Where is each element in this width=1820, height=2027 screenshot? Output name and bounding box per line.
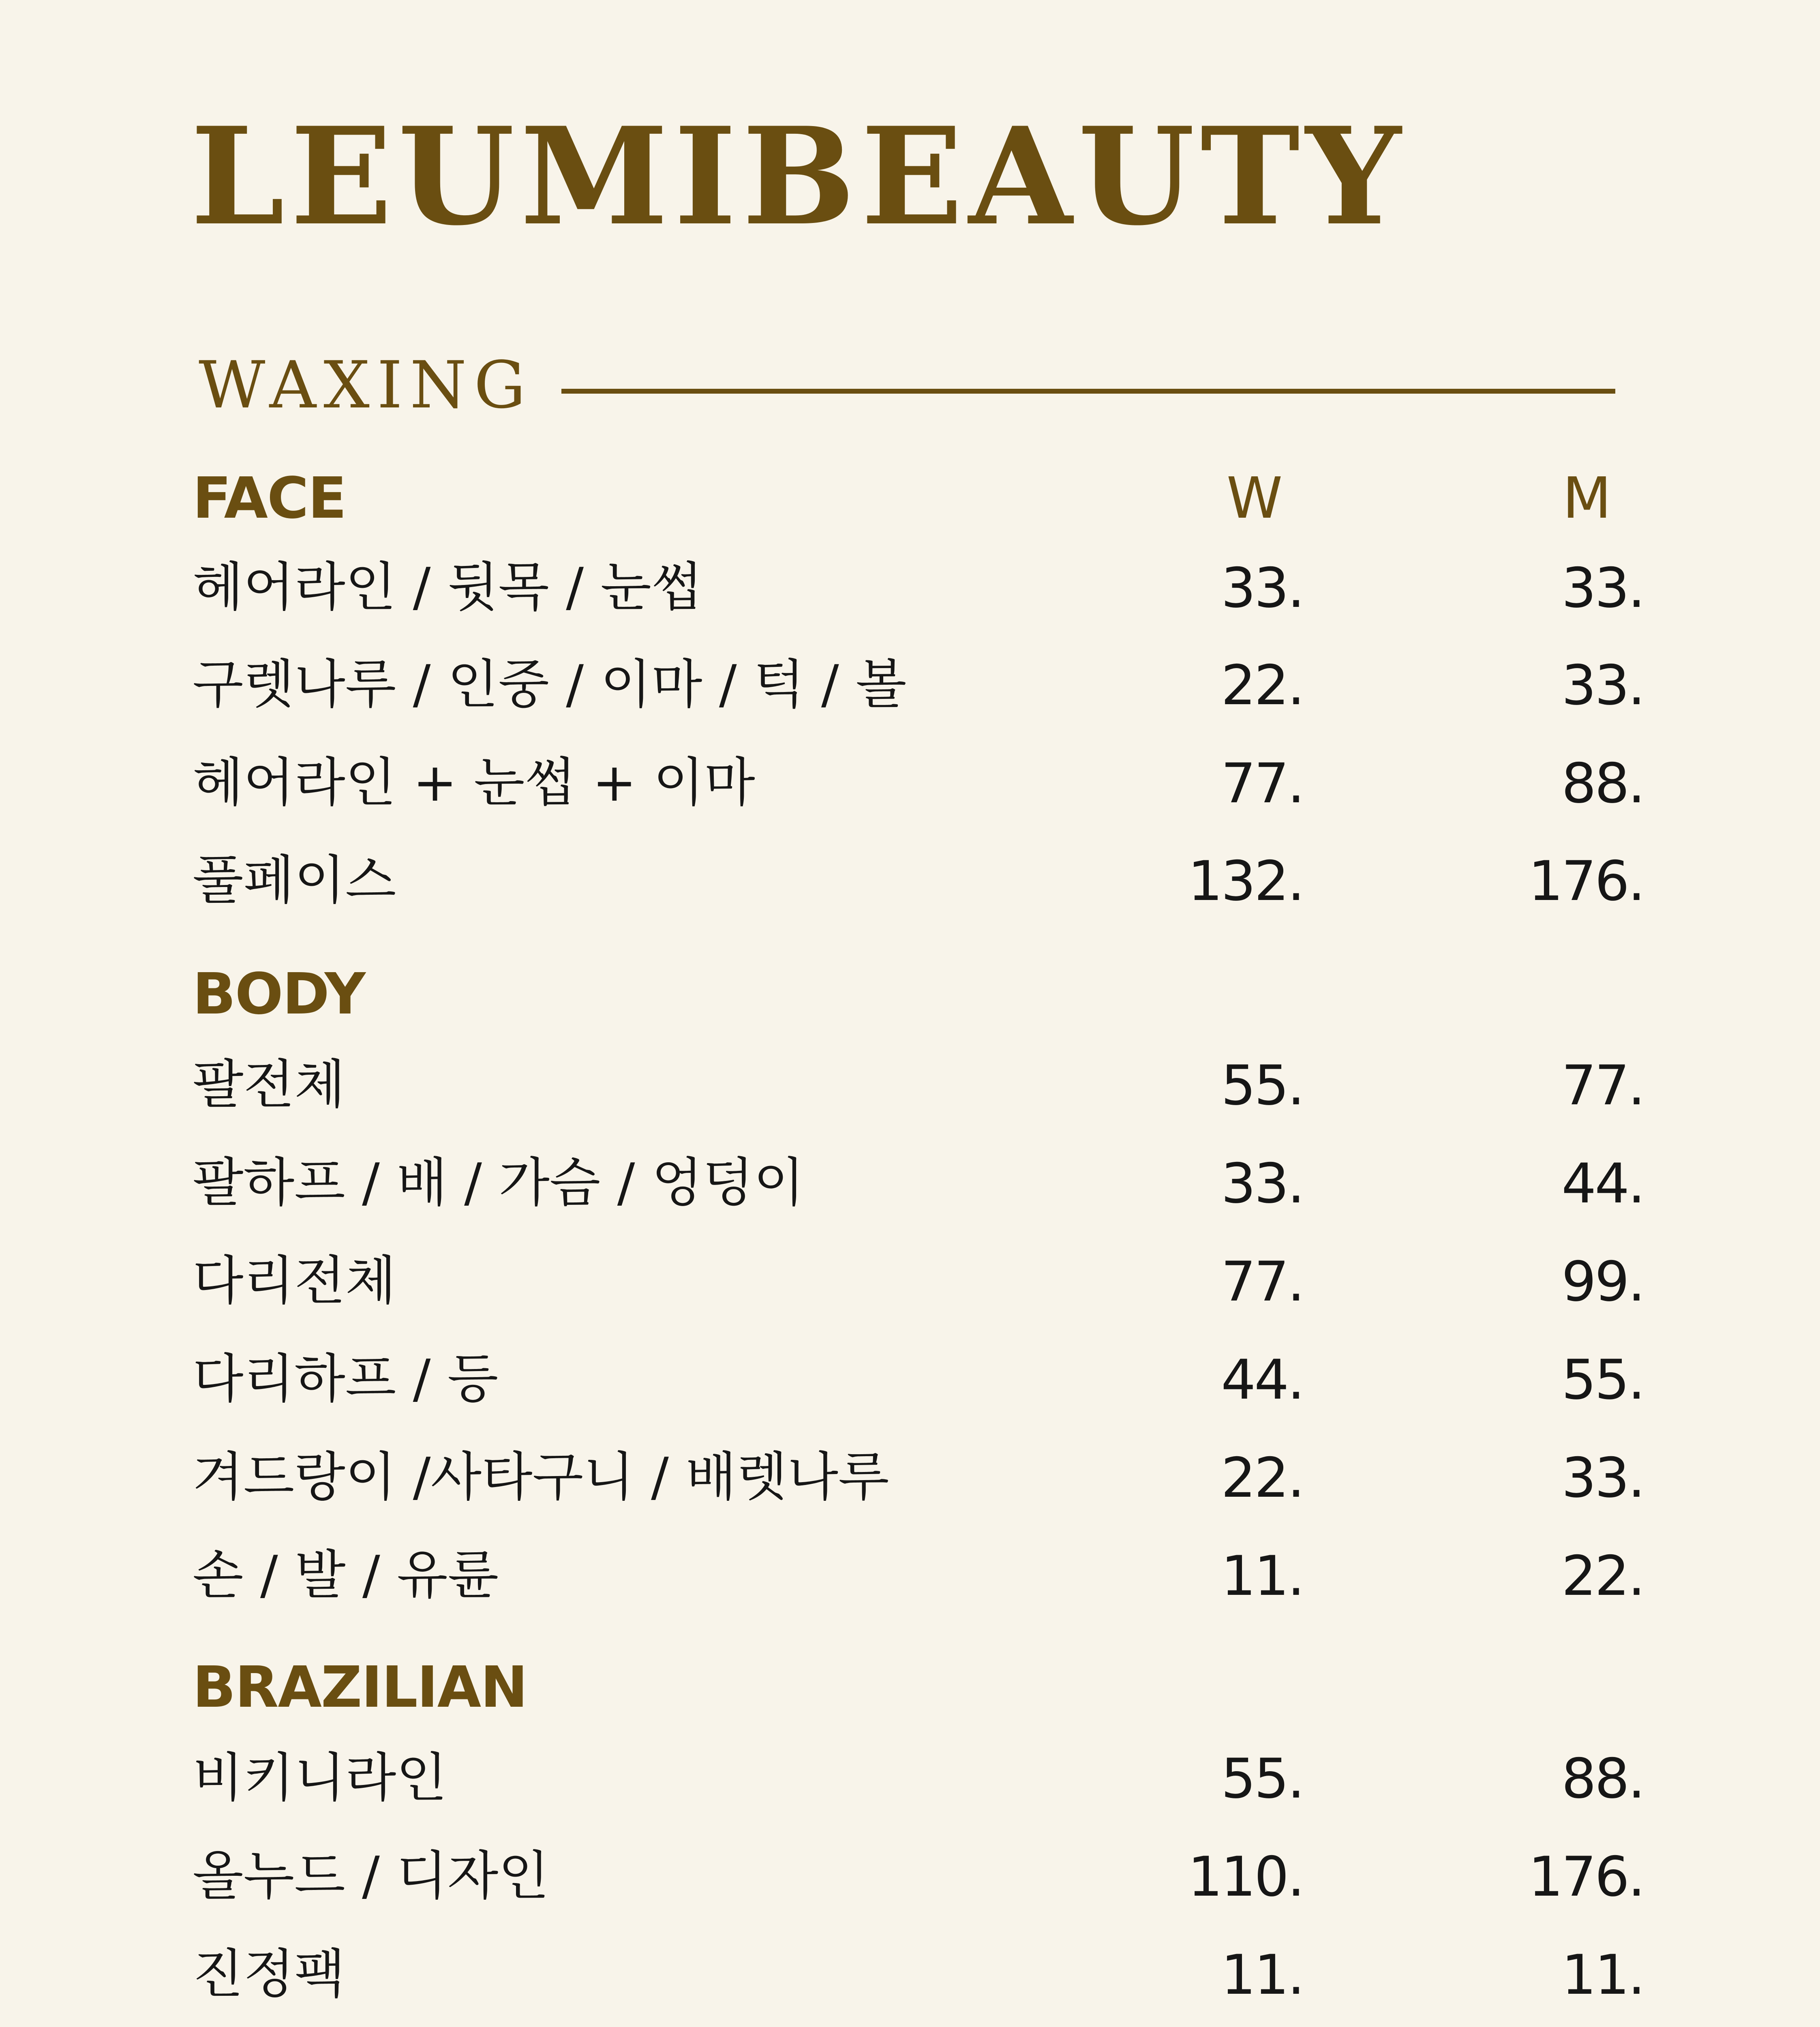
price-w: 55.: [1221, 1054, 1303, 1117]
price-m: 55.: [1561, 1348, 1644, 1412]
service-name: 헤어라인 / 뒷목 / 눈썹: [193, 556, 702, 618]
service-name: 손 / 발 / 유륜: [193, 1544, 499, 1606]
price-m: 33.: [1561, 556, 1644, 620]
price-row: [193, 1054, 1644, 1131]
service-name: 헤어라인 + 눈썹 + 이마: [193, 752, 755, 813]
price-w: 11.: [1221, 1544, 1303, 1608]
price-m: 77.: [1561, 1054, 1644, 1117]
service-name: 팔하프 / 배 / 가슴 / 엉덩이: [193, 1152, 805, 1213]
price-m: 99.: [1561, 1250, 1644, 1313]
price-row: [193, 1544, 1644, 1622]
service-name: 풀페이스: [193, 849, 396, 911]
price-w: 110.: [1188, 1845, 1303, 1909]
price-row: [193, 752, 1644, 829]
price-row: [193, 1943, 1644, 2021]
column-w-header: W: [1226, 465, 1283, 531]
price-row: [193, 1845, 1644, 1922]
waxing-divider: [561, 389, 1615, 394]
price-row: [193, 654, 1644, 731]
price-row: [193, 1152, 1644, 1229]
price-m: 88.: [1561, 1747, 1644, 1811]
price-m: 44.: [1561, 1152, 1644, 1215]
price-w: 22.: [1221, 654, 1303, 717]
service-name: 다리전체: [193, 1250, 396, 1311]
service-name: 비키니라인: [193, 1747, 447, 1808]
price-m: 88.: [1561, 752, 1644, 815]
service-name: 구렛나루 / 인중 / 이마 / 턱 / 볼: [193, 654, 907, 715]
price-w: 77.: [1221, 752, 1303, 815]
price-w: 55.: [1221, 1747, 1303, 1811]
brand-title: LEUMIBEAUTY: [191, 98, 1407, 255]
price-row: [193, 1446, 1644, 1523]
price-row: [193, 849, 1644, 927]
price-w: 11.: [1221, 1943, 1303, 2007]
price-m: 176.: [1528, 849, 1644, 913]
price-w: 132.: [1188, 849, 1303, 913]
price-m: 176.: [1528, 1845, 1644, 1909]
column-m-header: M: [1562, 465, 1612, 531]
face-heading: FACE: [193, 465, 346, 531]
price-w: 44.: [1221, 1348, 1303, 1412]
price-w: 77.: [1221, 1250, 1303, 1313]
waxing-section-title: WAXING: [199, 347, 533, 423]
price-row: [193, 1747, 1644, 1824]
price-row: [193, 1348, 1644, 1425]
service-name: 겨드랑이 /사타구니 / 배렛나루: [193, 1446, 889, 1508]
price-m: 22.: [1561, 1544, 1644, 1608]
service-name: 진정팩: [193, 1943, 345, 2005]
service-name: 팔전체: [193, 1054, 345, 1115]
brazilian-heading: BRAZILIAN: [193, 1654, 527, 1721]
price-m: 11.: [1561, 1943, 1644, 2007]
price-w: 22.: [1221, 1446, 1303, 1510]
service-name: 다리하프 / 등: [193, 1348, 499, 1410]
service-name: 올누드 / 디자인: [193, 1845, 549, 1907]
price-m: 33.: [1561, 654, 1644, 717]
price-row: [193, 1250, 1644, 1327]
body-heading: BODY: [193, 961, 365, 1027]
price-w: 33.: [1221, 556, 1303, 620]
price-w: 33.: [1221, 1152, 1303, 1215]
price-m: 33.: [1561, 1446, 1644, 1510]
price-row: [193, 556, 1644, 634]
